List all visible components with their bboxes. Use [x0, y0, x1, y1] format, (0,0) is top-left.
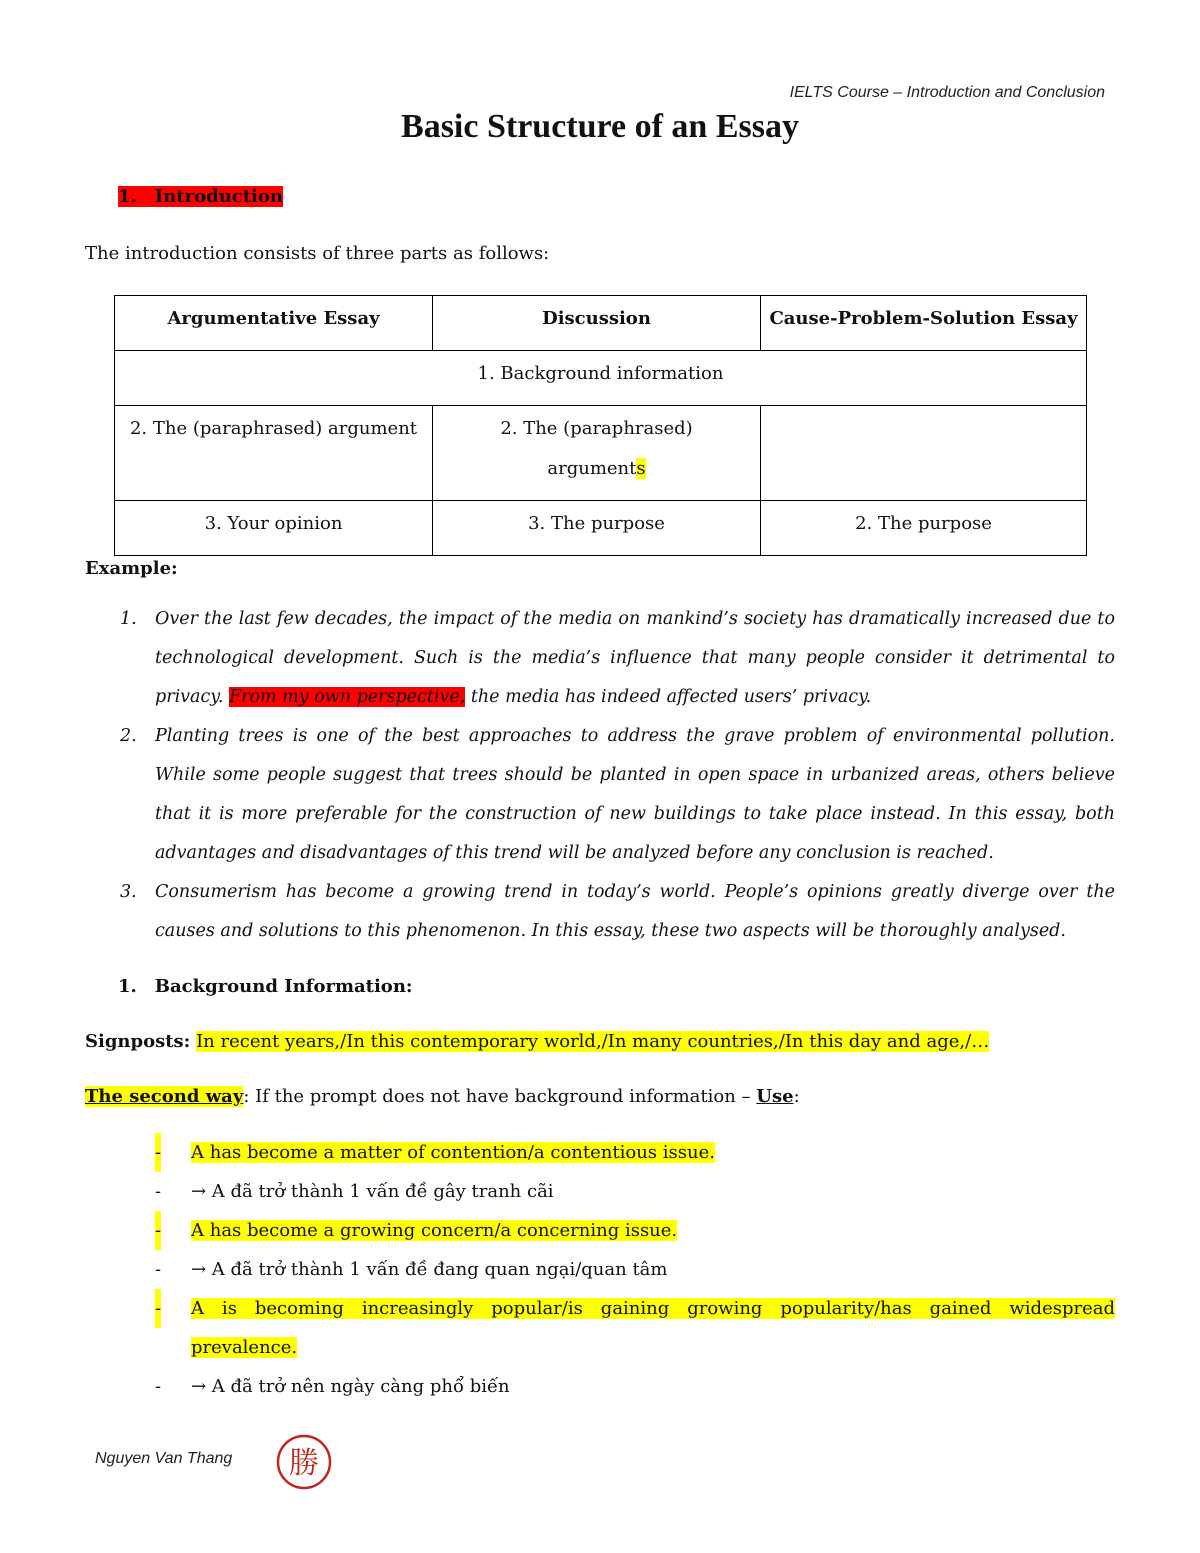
dash-bullet: -	[155, 1259, 162, 1280]
second-way-label: The second way	[85, 1086, 244, 1107]
list-item	[155, 1133, 1115, 1172]
table-cell: 2. The (paraphrased) argument	[115, 406, 433, 501]
example-list	[85, 600, 1115, 951]
list-number: 1.	[120, 609, 137, 629]
intro-paragraph: The introduction consists of three parts as follows:	[85, 243, 550, 264]
list-item	[85, 600, 1115, 717]
seal-logo-icon	[276, 1434, 332, 1490]
table-cell: 2. The purpose	[761, 501, 1087, 556]
page-title: Basic Structure of an Essay	[401, 108, 799, 145]
colon: :	[793, 1086, 800, 1107]
dash-bullet: -	[155, 1289, 161, 1328]
section-number: 1.	[118, 976, 137, 997]
table-header-cell: Discussion	[433, 296, 761, 351]
table-header-cell: Cause-Problem-Solution Essay	[761, 296, 1087, 351]
cell-text-line: 2. The (paraphrased)	[500, 418, 693, 439]
list-number: 3.	[120, 882, 137, 902]
list-item	[85, 717, 1115, 873]
table-cell: 3. Your opinion	[115, 501, 433, 556]
use-label: Use	[756, 1086, 794, 1107]
translation-text: → A đã trở nên ngày càng phổ biến	[191, 1376, 510, 1397]
phrase-list	[155, 1133, 1115, 1406]
cell-text-line: argument	[547, 458, 637, 479]
phrase-text: A has become a growing concern/a concerning issue.	[191, 1220, 678, 1241]
list-item	[155, 1211, 1115, 1250]
dash-bullet: -	[155, 1211, 161, 1250]
phrase-text: A is becoming increasingly popular/is gaining growing popularity/has gained widespread prevalence.	[191, 1298, 1115, 1358]
example-text: Over the last few decades, the impact of the media on mankind’s society has dramatically increased due to technological development. Such is the media’s influence that many people consider it detrimental to privacy.	[155, 609, 1115, 707]
list-item	[155, 1289, 1115, 1367]
table-header-cell: Argumentative Essay	[115, 296, 433, 351]
table-row	[115, 351, 1087, 406]
structure-table	[114, 295, 1087, 556]
table-row	[115, 406, 1087, 501]
footer-author: Nguyen Van Thang	[95, 1450, 233, 1467]
highlighted-letter: s	[636, 458, 646, 479]
section-label: Background Information:	[154, 976, 413, 997]
dash-bullet: -	[155, 1133, 161, 1172]
table-header-row	[115, 296, 1087, 351]
second-way-text: : If the prompt does not have background information –	[243, 1086, 757, 1107]
background-info-heading	[118, 976, 413, 997]
list-number: 2.	[120, 726, 137, 746]
signposts-label: Signposts:	[85, 1031, 191, 1052]
section-heading-introduction	[118, 186, 283, 207]
list-item	[155, 1172, 1115, 1211]
list-item	[155, 1250, 1115, 1289]
list-item	[85, 873, 1115, 951]
table-cell: 3. The purpose	[433, 501, 761, 556]
table-cell-empty	[761, 406, 1087, 501]
seal-character: 勝	[289, 1446, 319, 1481]
section-number: 1.	[118, 186, 155, 207]
highlighted-phrase: From my own perspective,	[228, 687, 466, 707]
dash-bullet: -	[155, 1376, 162, 1397]
signposts-text: In recent years,/In this contemporary world,/In many countries,/In this day and age,/…	[196, 1031, 990, 1052]
phrase-text: A has become a matter of contention/a contentious issue.	[191, 1142, 715, 1163]
list-item	[155, 1367, 1115, 1406]
table-cell-background: 1. Background information	[115, 351, 1087, 406]
section-label: Introduction	[154, 186, 283, 207]
course-header: IELTS Course – Introduction and Conclusion	[789, 84, 1105, 101]
translation-text: → A đã trở thành 1 vấn đề gây tranh cãi	[191, 1181, 554, 1202]
example-text: Consumerism has become a growing trend in today’s world. People’s opinions greatly diverge over the causes and solutions to this phenomenon. In this essay, these two aspects will be thoroughly analysed.	[155, 882, 1115, 941]
example-text-after: the media has indeed affected users’ privacy.	[465, 687, 872, 707]
table-row	[115, 501, 1087, 556]
table-cell	[433, 406, 761, 501]
example-text: Planting trees is one of the best approaches to address the grave problem of environmental pollution. While some people suggest that trees should be planted in open space in urbanized areas, others believe that it is more preferable for the construction of new buildings to take place instead. In this essay, both advantages and disadvantages of this trend will be analyzed before any conclusion is reached.	[155, 726, 1115, 863]
second-way-line	[85, 1086, 800, 1107]
dash-bullet: -	[155, 1181, 162, 1202]
translation-text: → A đã trở thành 1 vấn đề đang quan ngại/quan tâm	[191, 1259, 668, 1280]
example-label: Example:	[85, 558, 178, 579]
signposts-line	[85, 1031, 989, 1052]
